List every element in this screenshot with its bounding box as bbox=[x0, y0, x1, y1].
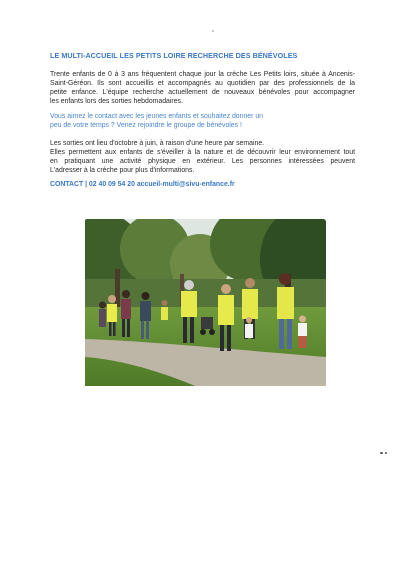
intro-line-3: petite enfance. L'équipe recherche actuellement de nouveaux bénévoles pour accompagner bbox=[50, 89, 355, 97]
intro-line-1: Trente enfants de 0 à 3 ans fréquentent chaque jour la crèche Les Petits loirs, située à Ancenis- bbox=[50, 71, 355, 78]
scan-speck bbox=[212, 30, 214, 32]
cta-line-1: Vous aimez le contact avec les jeunes enfants et souhaitez donner un bbox=[50, 113, 263, 120]
outings-line-1: Les sorties ont lieu d'octobre à juin, à raison d'une heure par semaine. bbox=[50, 140, 265, 147]
intro-line-4: les enfants lors des sorties hebdomadaires. bbox=[50, 98, 183, 106]
contact-line[interactable]: CONTACT | 02 40 09 54 20 accueil-multi@sivu-enfance.fr bbox=[50, 181, 235, 188]
intro-line-2: Saint-Géréon. Ils sont accueillis et accompagnés au quotidien par des professionnels de la bbox=[50, 80, 355, 88]
outdoor-walk-photo bbox=[85, 219, 326, 386]
outings-paragraph bbox=[50, 139, 355, 175]
scan-speck bbox=[385, 452, 387, 454]
outings-line-2: Elles permettent aux enfants de s'éveiller à la nature et de découvrir leur environnement tout bbox=[50, 149, 355, 157]
photo-illustration bbox=[85, 219, 326, 386]
scan-speck bbox=[380, 452, 383, 454]
call-to-action-paragraph bbox=[50, 112, 355, 130]
cta-line-2: peu de votre temps ? Venez rejoindre le groupe de bénévoles ! bbox=[50, 122, 242, 130]
outings-line-4: L'adresser à la crèche pour plus d'informations. bbox=[50, 167, 195, 175]
outings-line-3: en pratiquant une activité physique en extérieur. Les personnes intéressées peuvent bbox=[50, 158, 355, 166]
document-title: LE MULTI-ACCUEIL LES PETITS LOIRE RECHERCHE DES BÉNÉVOLES bbox=[50, 51, 298, 60]
intro-paragraph bbox=[50, 70, 355, 106]
